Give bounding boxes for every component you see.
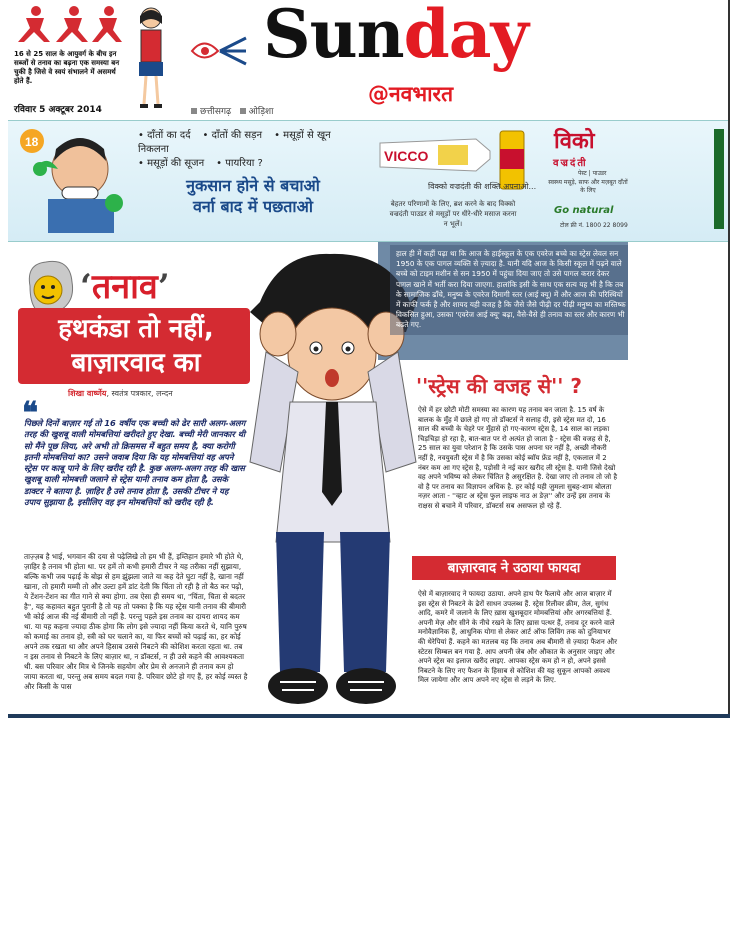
section-heading-bazaar: बाज़ारवाद ने उठाया फायदा — [412, 556, 616, 580]
vicco-product-types: पेस्ट | पाउडर — [578, 170, 607, 177]
runner-logo-icon — [14, 4, 124, 44]
vicco-phone: टोल फ्री नं. 1800 22 8099 — [560, 222, 628, 229]
ad-trust-line: विक्को वज्रदंती की शक्ति अपनाओ... — [428, 182, 537, 191]
page-bottom-rule — [8, 714, 730, 718]
issue-date: रविवार 5 अक्टूबर 2014 — [14, 105, 102, 115]
ad-description: बेहतर परिणामों के लिए, ब्रश करने के बाद विक्को वज्रदंती पाउडर से मसूड़ों पर धीरे-धीरे मसाज करना न भूलें। — [389, 200, 517, 228]
toothache-man-icon — [18, 125, 130, 233]
section-body-stress: ऐसे में हर छोटी मोटी समस्या का कारण यह तनाव बन जाता है. 15 वर्ष के बालक के मुँह में छाले हो गए तो डॉक्टर्स ने सलाह दी, इसे स्ट्रेस मत दो, 16 साल की बच्ची के चेहरे पर मुँहासे हो गए-कारण स्ट्रेस है, 14 साल का लड़का चिड़चिड़ा हो रहा है, बात-बात पर रो अत्यंत हो जाता है - स्ट्रेस की वजह से है, 25 साल का युवा परेशान है कि उसके पास अपना घर नहीं है, अच्छी नौकरी नहीं है, नवयुवती स्ट्रेस में है कि उसका कोई ब्वॉय फ्रेंड नहीं है, एकलाल में 2 नंबर कम आ गए स्ट्रेस है, पड़ोसी ने नई कार खरीद ली स्ट्रेस है. यानी जिसे देखो वह अपने भविष्य को लेकर चिंतित है असुरक्षित है. देखा जाए तो तनाव तो जो है वो है पर तनाव का विज्ञापन अधिक है. हर कोई यही जुमला सुबह-शाम बोलता नज़र आता - ''व्हाट अ स्ट्रेस फुल लाइफ नाउ अ डेज़'' और उन्हें इस तनाव के राक्षस से बचाने में परिवार, डॉक्टर्स सब असफल हो रहे हैं. — [418, 406, 618, 510]
article-title-sub: हथकंडा तो नहीं, बाज़ारवाद का — [58, 314, 214, 378]
navbharat-brand: @नवभारत — [368, 82, 454, 106]
article-byline: शिखा वार्ष्णेय, स्वतंत्र पत्रकार, लन्दन — [68, 389, 173, 398]
article-body-left: ताज़्ज़ब है भाई, भगवान की दया से पढ़ेलिखे तो हम भी हैं, इम्तिहान हमारे भी होते थे, ज़ाहिर है तनाव भी होता था. पर हमें तो कभी हमारी टीचर ने यह तरीका नहीं सुझाया, बल्कि कभी जब पढ़ाई के बोझ से हम झुंझला जाते या कह देते घुटा नहीं है, खाना नहीं खाना, तो हमारी मम्मी तो और उल्टा हमें डांट देती कि चिंता तो रही है तो बैठ कर पढ़ो, ये टेंशन-टेंशन का गीत गाने से क्या होगा. तब ऐसा ही समय था, "चिंता, चिता से बदतर है", यह कहावत बहुत पुरानी है तो यह तो पक्का है कि यह स्ट्रेस यानी तनाव की बीमारी भी कोई आज की नई बीमारी तो नहीं है. परन्तु पहले इस तनाव का दायरा शायद कम था. या यह कहना ज्यादा ठीक होगा कि लोग इसे ज्यादा नहीं किया करते थे, यानि पुरुष को कमाई का तनाव हो, स्त्री को घर चलाने का, या फिर बच्चों को पढ़ाई का, हर कोई अपने तक रखता था और अपने हिसाब उससे निबटने की कोशिश करता रहता था. तब न इस तनाव से निबटने के लिए बाज़ार था, न डॉक्टर्स, न ही उसे कहने की आवश्यकता थी. बस परिवार और मित्र थे जिनके सहयोग और प्रेम से अनजाने ही तनाव कम हो जाया करता था, परन्तु अब समय बदल गया है. परिवार छोटे हो गए हैं, हर कोई व्यस्त है और किसी के पास — [24, 552, 248, 691]
masthead — [8, 0, 728, 120]
edition-regions: छत्तीसगढ़ ओड़िशा — [191, 104, 273, 117]
sunday-brand-title: Sunday — [263, 0, 528, 73]
article-lead-paragraph: पिछले दिनों बाज़ार गई तो 16 वर्षीय एक बच्ची को ढेर सारी अलग-अलग तरह की खुशबू वाली मोमबत्तियां खरीदते हुए देखा. बच्ची मेरी जानकार थी सो मैंने पूछ लिया, अरे अभी तो क्रिसमस में बहुत समय है, क्या करोगी इतनी मोमबत्तियां का? उसने जवाब दिया कि यह मोमबत्तियां वह अपने स्ट्रेस पर काबू पाने के लिए खरीद रही है. कुछ अलग-अलग तरह की खास खुशबू वाली मोमबत्ती जलाने से स्ट्रेस यानी तनाव कम होता है, उसके डाक्टर ने बताया है. ज़ाहिर है उसे तनाव होता है, उसकी टीचर ने यह उपाय सुझाया है, इसीलिए वह इन मोमबत्तियों को खरीद रही है. — [24, 418, 246, 508]
navbharat-emblem-icon — [190, 34, 248, 68]
article-title-main: ‘तनाव’ — [80, 267, 170, 307]
svg-text:18: 18 — [25, 135, 39, 149]
quote-open-icon: ❝ — [22, 396, 39, 431]
vicco-brand-logo: विको — [554, 129, 595, 154]
vicco-advertisement — [8, 120, 728, 242]
ad-headline: नुकसान होने से बचाओ वर्ना बाद में पछताओ — [186, 176, 320, 216]
article-intro: हाल ही में कहीं पढ़ा था कि आज के हाईस्कूल के एक एवरेज बच्चे का स्ट्रेस लेवल सन 1950 के एक पागल व्यक्ति से ज़्यादा है. यानी यदि आज के किसी स्कूल में पढ़ने वाले बच्चे को टाइम मशीन से सन 1950 में पहुंचा दिया जाए तो उसे पागल करार देकर पागल खाने में भर्ती करा दिया जाएगा. हालांकि इसी के साथ एक सत्य यह भी है कि तब के सामाजिक ढाँचे, मनुष्य के एवरेज दिमागी स्तर (आई क्यू) में और आज की परिस्थियों में काफी फर्क है और शायद यही वजह है कि जैसे जैसे पीढ़ी दर पीढ़ी मनुष्य का मस्तिष्क विकसित हुआ, उसका 'एवरेज आई क्यू' बढ़ा, वैसे-वैसे ही तनाव का स्तर और कारण भी बढ़ते गए. — [390, 245, 632, 335]
go-natural-tagline: Go natural — [554, 205, 614, 216]
vicco-product-name: वज्रदंती — [553, 158, 588, 169]
section-body-bazaar: ऐसे में बाज़ारवाद ने फायदा उठाया. अपने हाथ पैर फैलाये और आज बाज़ार में इस स्ट्रेस से निबटने के ढेरों साधन उपलब्ध हैं. स्ट्रेस रिलीवर क्रीम, तेल, सुगंध आदि, कमरे में जलाने के लिए ख़ास खुशबूदार मोमबत्तियां और अगरबत्तियां हैं. अपनी मेज़ और सीने के नीचे रखने के लिए ख़ास पत्थर हैं, तनाव दूर करने वाले मनोवैज्ञानिक हैं, आधुनिक योगा से लेकर आर्ट ऑफ लिविंग तक को दुनियाभर की थेरेपियां हैं. कहने का मतलब यह कि तनाव अब बीमारी से ज़्यादा फैशन और स्टेटस सिम्बल बन गया है. आप अपनी जेब और औकात के अनुसार जाइए और अपने स्ट्रेस का इलाज खरीद लाइए. आपका स्ट्रेस कम हो न हो, अपने इससे निबटने के लिए नए फैशन के हिसाब से कोशिश की यह सुकून आपको अवश्य मिल जायेगा और आप अपने नए स्ट्रेस से लड़ने के लिए. — [418, 590, 617, 685]
ad-side-strip — [714, 129, 724, 229]
ad-symptoms-list: • दाँतों का दर्द • दाँतों की सड़न • मसूड़ों से खून निकलना • मसूड़ों की सूजन • पायरिया ? — [138, 130, 331, 169]
newspaper-page — [8, 0, 730, 718]
svg-text:VICCO: VICCO — [384, 148, 429, 164]
vicco-product-desc: स्वस्थ्य मसूड़े, साफ और मज़बूत दाँतों के लिए — [548, 179, 628, 194]
vicco-tube-icon — [376, 137, 494, 173]
masthead-tagline: 16 से 25 साल के आयुवर्ग के बीच इन सब्जों से तनाव का बढ़ना एक समस्या बन चुकी है जिसे वे स्वयं संभालने में असमर्थ होते हैं. — [14, 50, 120, 85]
schoolgirl-illustration-icon — [126, 4, 176, 114]
section-heading-stress: ''स्ट्रेस की वजह से'' ? — [416, 374, 582, 398]
right-margin — [628, 242, 726, 716]
